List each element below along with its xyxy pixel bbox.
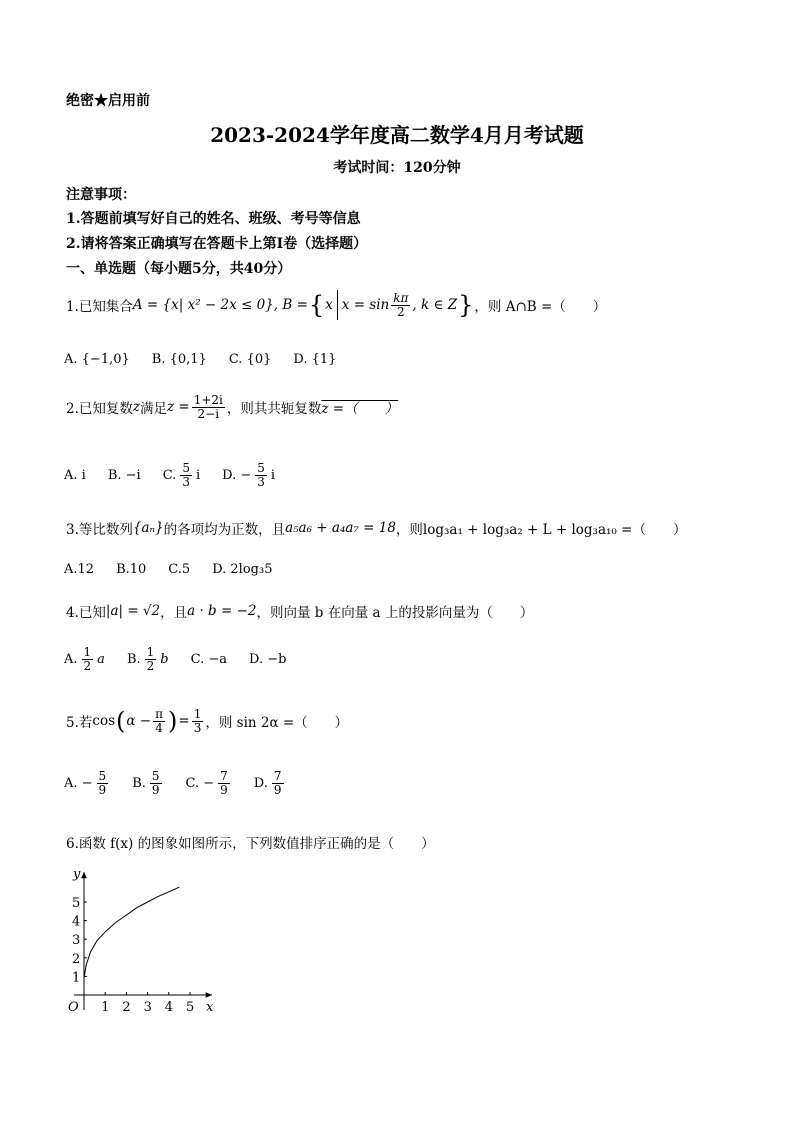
y-tick-label: 5 — [72, 896, 81, 911]
function-curve — [84, 887, 179, 978]
q1-set-bar — [337, 290, 338, 320]
note-item-2: 2.请将答案正确填写在答题卡上第Ⅰ卷（选择题） — [66, 236, 368, 252]
q5-option-c-label: C. − — [185, 775, 215, 791]
q4-number: 4.已知 — [66, 605, 106, 621]
q1-brace-right: } — [458, 291, 474, 319]
q2-option-c-frac — [180, 462, 192, 488]
q5-pi-frac — [153, 708, 165, 734]
q4-option-b-frac — [145, 646, 157, 672]
q4-option-a-vec: a — [97, 651, 105, 667]
x-axis-label: x — [206, 1000, 214, 1015]
note-item-1: 1.答题前填写好自己的姓名、班级、考号等信息 — [66, 211, 361, 227]
question-1 — [66, 290, 606, 320]
q2-option-d-label: D. − — [222, 467, 252, 483]
notes-heading: 注意事项： — [66, 187, 136, 203]
q1-option-a: A. {−1,0} — [64, 352, 130, 367]
q2-option-c-num: 5 — [182, 461, 190, 475]
q1-brace-left: { — [308, 291, 325, 319]
q5-paren-right: ) — [168, 707, 178, 736]
q2-option-c — [163, 462, 200, 488]
q2-mid: 满足 — [140, 401, 168, 418]
q5-option-d — [254, 770, 286, 796]
q3-sum: log₃a₁ + log₃a₂ + L + log₃a₁₀ =（ ） — [422, 522, 687, 538]
q1-frac-den: 2 — [397, 304, 405, 319]
x-tick-label: 3 — [143, 1000, 152, 1015]
q3-seq: {aₙ} — [132, 520, 164, 536]
question-4 — [66, 601, 533, 621]
q5-option-c-num: 7 — [220, 769, 228, 783]
q5-option-a-den: 9 — [98, 782, 107, 797]
question-3 — [66, 518, 686, 538]
q2-option-b: B. −i — [107, 467, 141, 483]
q5-option-b-den: 9 — [151, 782, 160, 797]
q5-pi-num: π — [155, 707, 164, 721]
q2-option-d-i: i — [270, 467, 276, 483]
q4-option-b-label: B. — [126, 651, 141, 667]
y-tick-label: 2 — [72, 951, 81, 967]
exam-time: 考试时间：120分钟 — [333, 160, 461, 176]
q3-option-a: A.12 — [64, 562, 95, 577]
q4-option-b — [127, 646, 169, 672]
q1-x-eq-sin: x = sin — [341, 297, 390, 313]
q5-option-a-num: 5 — [98, 769, 107, 783]
q3-number: 3.等比数列 — [66, 522, 133, 538]
q5-options — [64, 770, 286, 796]
q1-number: 1.已知集合 — [66, 299, 133, 315]
q4-option-a-num: 1 — [83, 645, 92, 659]
q5-option-d-num: 7 — [273, 769, 282, 783]
q1-option-d: D. {1} — [293, 352, 337, 367]
q4-option-b-num: 1 — [146, 645, 155, 659]
q5-pi-den: 4 — [155, 720, 163, 735]
q4-options — [64, 646, 286, 672]
q4-option-a-den: 2 — [83, 658, 92, 673]
q5-option-d-den: 9 — [273, 782, 282, 797]
q3-mid: 的各项均为正数，且 — [163, 522, 286, 538]
q1-var-x: x — [325, 297, 333, 313]
q3-eq: a₅a₆ + a₄a₇ = 18 — [285, 520, 396, 536]
x-tick-label: 4 — [164, 1000, 174, 1015]
q2-number: 2.已知复数 — [66, 401, 133, 418]
q5-option-c-frac — [218, 770, 230, 796]
question-5 — [66, 708, 348, 734]
q3-option-b: B.10 — [116, 562, 147, 577]
q2-option-a: A. i — [64, 467, 86, 483]
x-tick-label: 1 — [101, 1000, 110, 1015]
q4-option-a-frac — [82, 646, 94, 672]
q4-abs: |a| = √2 — [105, 603, 161, 619]
section-heading: 一、单选题（每小题5分，共40分） — [66, 261, 292, 277]
q5-option-b-frac — [150, 770, 162, 796]
q1-frac-num: kπ — [393, 290, 409, 305]
q5-alpha-minus: α − — [126, 713, 152, 730]
q4-option-b-vec: b — [160, 651, 169, 667]
q4-mid: ，且 — [160, 605, 188, 621]
x-tick-label: 5 — [186, 1000, 195, 1015]
question-2 — [66, 394, 398, 420]
q4-option-b-den: 2 — [146, 658, 155, 673]
q5-cos: cos — [92, 713, 116, 730]
q2-option-d-frac — [255, 462, 267, 488]
q5-rhs-den: 3 — [193, 720, 202, 735]
y-tick-label: 3 — [72, 933, 81, 949]
q5-number: 5.若 — [66, 715, 93, 732]
x-tick-label: 2 — [122, 1000, 131, 1015]
q2-option-d-num: 5 — [257, 461, 265, 475]
origin-label: O — [68, 1000, 79, 1015]
q2-var-z: z — [132, 399, 141, 416]
q4-option-c: C. −a — [190, 651, 227, 667]
q5-option-b-num: 5 — [151, 769, 160, 783]
q1-options — [64, 352, 336, 367]
q5-tail: ，则 sin 2α =（ ） — [205, 715, 349, 732]
q2-fraction — [192, 394, 225, 420]
q3-option-d: D. 2log₃5 — [212, 562, 273, 577]
q2-option-c-i: i — [195, 467, 201, 483]
q5-rhs-num: 1 — [193, 707, 202, 721]
q2-tail: ，则其共轭复数 — [226, 401, 322, 418]
q2-option-c-den: 3 — [182, 474, 190, 489]
q2-frac-den: 2−i — [197, 406, 220, 421]
q5-rhs-frac — [192, 708, 204, 734]
q4-option-a-label: A. — [64, 651, 78, 667]
q5-eq: = — [178, 713, 190, 730]
q5-option-b — [132, 770, 163, 796]
q5-paren-left: ( — [116, 707, 126, 736]
q2-z-eq: z = — [167, 399, 190, 416]
y-tick-label: 1 — [72, 970, 81, 986]
q3-options — [64, 562, 272, 577]
q4-option-d: D. −b — [249, 651, 287, 667]
q5-option-a-frac — [97, 770, 109, 796]
q5-option-b-label: B. — [132, 775, 146, 791]
q1-set-b-prefix: , B = — [273, 297, 308, 313]
q2-zbar: z =（ ） — [321, 401, 399, 418]
q6-text: 6.函数 f(x) 的图象如图所示，下列数值排序正确的是（ ） — [66, 836, 435, 852]
q1-tail: ，则 A∩B =（ ） — [474, 299, 607, 315]
q1-k-in-z: , k ∈ Z — [412, 297, 458, 313]
q5-option-d-frac — [272, 770, 284, 796]
function-graph — [60, 860, 230, 1020]
q1-set-a: A = {x| x² − 2x ≤ 0} — [132, 297, 274, 313]
q4-dot: a · b = −2 — [187, 603, 257, 619]
q4-tail: ，则向量 b 在向量 a 上的投影向量为（ ） — [256, 605, 534, 621]
q5-option-a — [64, 770, 110, 796]
q5-option-c-den: 9 — [220, 782, 228, 797]
question-6 — [66, 832, 435, 852]
q2-option-d-den: 3 — [257, 474, 265, 489]
y-tick-label: 4 — [72, 914, 81, 930]
q2-options — [64, 462, 275, 488]
q2-frac-num: 1+2i — [193, 393, 223, 407]
q5-option-c — [186, 770, 232, 796]
q5-option-d-label: D. — [253, 775, 268, 791]
q1-option-c: C. {0} — [228, 352, 272, 367]
q2-option-c-label: C. — [162, 467, 177, 483]
q3-option-c: C.5 — [168, 562, 191, 577]
q5-option-a-label: A. − — [64, 775, 93, 791]
q3-mid2: ，则 — [395, 522, 423, 538]
q2-option-d — [222, 462, 275, 488]
exam-title: 2023-2024学年度高二数学4月月考试题 — [210, 123, 584, 147]
q1-option-b: B. {0,1} — [151, 352, 207, 367]
q1-fraction — [391, 292, 410, 318]
y-axis-label: y — [73, 867, 81, 882]
confidential-label: 绝密★启用前 — [66, 93, 150, 109]
q4-option-a — [64, 646, 105, 672]
